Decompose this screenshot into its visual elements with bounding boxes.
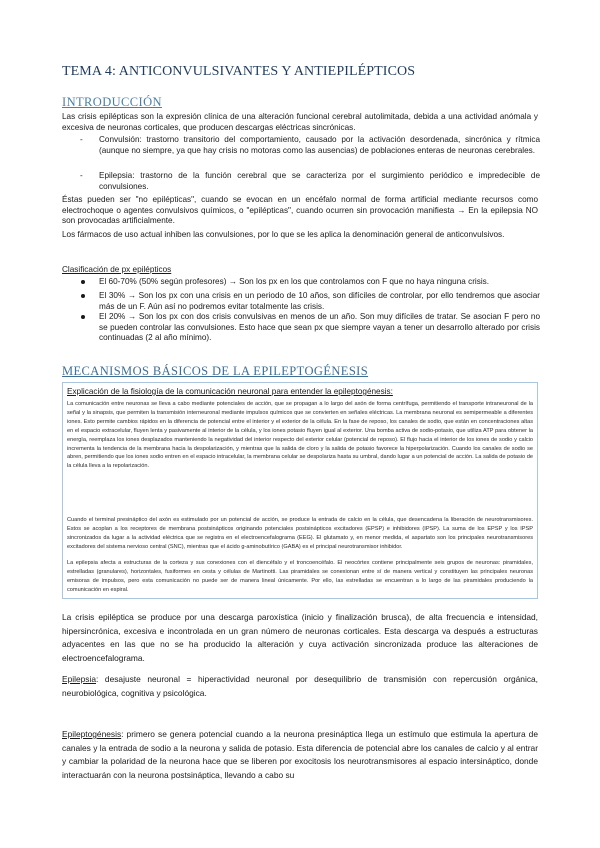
bullet-icon bbox=[81, 280, 85, 284]
epileptogenesis-paragraph bbox=[62, 728, 538, 782]
dash-mark: - bbox=[80, 171, 83, 180]
box-heading: Explicación de la fisiología de la comunicación neuronal para entender la epileptogénesis: bbox=[67, 387, 393, 396]
clasificacion-heading: Clasificación de px epilépticos bbox=[62, 265, 172, 274]
bullet-text: El 60-70% (50% según profesores) → Son los px en los que controlamos con F que no haya ninguna crisis. bbox=[99, 277, 490, 286]
bullet-item bbox=[80, 312, 540, 344]
definition-epilepsia bbox=[80, 171, 540, 192]
mecanismos-heading: MECANISMOS BÁSICOS DE LA EPILEPTOGÉNESIS bbox=[62, 364, 369, 378]
definition-convulsion bbox=[80, 135, 540, 156]
crisis-paragraph: La crisis epiléptica se produce por una descarga paroxística (inicio y finalización brusca), de alta frecuencia e intensidad, hipersincrónica, excesiva e incontrolada en un gran número de neuronas corticales. Esta descarga va después a estructuras adyacentes en las que no se ha producido la alteración y cuya activación sincronizada produce las alteraciones de electroencefalograma. bbox=[62, 612, 538, 663]
box-paragraph-3: La epilepsia afecta a estructuras de la corteza y sus conexiones con el diencéfalo y el troncoencéfalo. El neocórtex contiene principalmente seis grupos de neuronas: piramidales, estrelladas (granulares), horizontales, fusiformes en cesta y células de Martinotti. Las piramidales se conexionan entre sí de manera vertical y constituyen las principales neuronas emisoras de impulsos, pero esta comunicación no puede ser de manera lineal únicamente. Por ello, las estrelladas se encuentran a lo largo de las piramidales produciendo la comunicación en espiral. bbox=[67, 560, 533, 593]
bullet-item bbox=[80, 291, 540, 312]
intro-heading: INTRODUCCIÓN bbox=[62, 95, 162, 109]
bullet-item bbox=[80, 277, 540, 288]
physiology-box bbox=[62, 382, 538, 599]
definition-convulsion-text: Convulsión: trastorno transitorio del comportamiento, causado por la activación desordenada, sincrónica y rítmica (aunque no siempre, ya que hay crisis no motoras como las ausencias) de poblaciones enteras de neuronas cerebrales. bbox=[99, 135, 540, 155]
intro-paragraph-3: Los fármacos de uso actual inhiben las convulsiones, por lo que se les aplica la denominación general de anticonvulsivos. bbox=[62, 230, 505, 239]
bullet-text: El 30% → Son los px con una crisis en un periodo de 10 años, son difíciles de controlar, por ello tendremos que asociar más de un F. Aún así no podremos evitar totalmente las crisis. bbox=[99, 291, 540, 311]
intro-paragraph-2: Éstas pueden ser "no epilépticas", cuando se evocan en un encéfalo normal de forma artificial mediante recursos como electrochoque o agentes convulsivos químicos, o "epilépticas", cuando ocurren sin provocación manifiesta → En la epilepsia NO son provocadas artificialmente. bbox=[62, 195, 538, 226]
epilepsia-paragraph bbox=[62, 673, 538, 700]
bullet-text: El 20% → Son los px con dos crisis convulsivas en menos de un año. Son muy difíciles de tratar. Se asocian F pero no se pueden controlar las convulsiones. Esto hace que sean px que siempre vayan a tener un desarrollo alterado por crisis continuadas (2 al año mínimo). bbox=[99, 312, 540, 343]
intro-paragraph-1: Las crisis epilépticas son la expresión clínica de una alteración funcional cerebral autolimitada, debida a una actividad anómala y excesiva de neuronas corticales, que producen descargas eléctricas sincrónicas. bbox=[62, 112, 538, 132]
definition-epilepsia-text: Epilepsia: trastorno de la función cerebral que se caracteriza por el surgimiento periódico e impredecible de convulsiones. bbox=[99, 171, 540, 191]
bullet-icon bbox=[81, 294, 85, 298]
epileptogenesis-definition: : primero se genera potencial cuando a la neurona presináptica llega un estímulo que estimula la apertura de canales y la entrada de sodio a la neurona y salida de potasio. Esta diferencia de potencial abre los canales de calcio y al entrar y cambiar la polaridad de la neurona hace que se liberen por exocitosis los neurotransmisores al espacio intersináptico, donde interactuarán con la neurona postsináptica, llevando a cabo su bbox=[62, 729, 538, 780]
bullet-icon bbox=[81, 315, 85, 319]
epilepsia-term: Epilepsia bbox=[62, 674, 96, 684]
epilepsia-definition: : desajuste neuronal = hiperactividad neuronal por desequilibrio de transmisión con repercusión orgánica, neurobiológica, cognitiva y psicológica. bbox=[62, 674, 538, 698]
box-paragraph-1: La comunicación entre neuronas se lleva a cabo mediante potenciales de acción, que se propagan a lo largo del axón de forma centrífuga, permitiendo el transporte intraneuronal de la señal y la sinapsis, que permiten la transmisión interneuronal mediante impulsos químicos que se convierten en señales eléctricas. La membrana neuronal es semipermeable a diferentes iones. Esto permite cambios rápidos en la diferencia de potencial entre el interior y el exterior de la célula. En la fase de reposo, los canales de sodio, que están en concentraciones altas en el espacio extracelular, fluyen lenta y pasivamente al interior de la célula, y los iones potasio fluyen igual al exterior. Una bomba activa de sodio-potasio, que utiliza ATP para obtener la energía, reemplaza los iones desplazados manteniendo la negatividad del interior respecto del exterior celular (potencial de reposo). El flujo hacia el interior de los iones de sodio y calcio incrementa la tendencia de la membrana hacia la despolarización, y mientras que la salida de cloro y la salida de potasio favorece la hiperpolarización. Cuando los canales de sodio se abren, permitiendo que los iones sodio entren en el espacio intracelular, la membrana celular se despolariza hasta su umbral, dando lugar a un potencial de acción. La salida de potasio de la célula lleva a la repolarización. bbox=[67, 401, 533, 470]
dash-mark: - bbox=[80, 135, 83, 144]
epileptogenesis-term: Epileptogénesis bbox=[62, 729, 122, 739]
box-paragraph-2: Cuando el terminal presináptico del axón es estimulado por un potencial de acción, se produce la entrada de calcio en la célula, que desencadena la liberación de neurotransmisores. Estos se acoplan a los receptores de membrana postsinápticos originando potenciales postsinápticos excitadores (EPSP) e inhibidores (IPSP). La suma de los EPSP y los IPSP sincronizados da lugar a la actividad eléctrica que se registra en el electroencefalograma (EEG). El glutamato y, en menor medida, el aspartato son los principales neurotransmisores excitadores del sistema nervioso central (SNC), mientras que el ácido g-aminobutírico (GABA) es el principal neurotransmisor inhibidor. bbox=[67, 517, 533, 550]
document-title: TEMA 4: ANTICONVULSIVANTES Y ANTIEPILÉPTICOS bbox=[62, 64, 416, 79]
